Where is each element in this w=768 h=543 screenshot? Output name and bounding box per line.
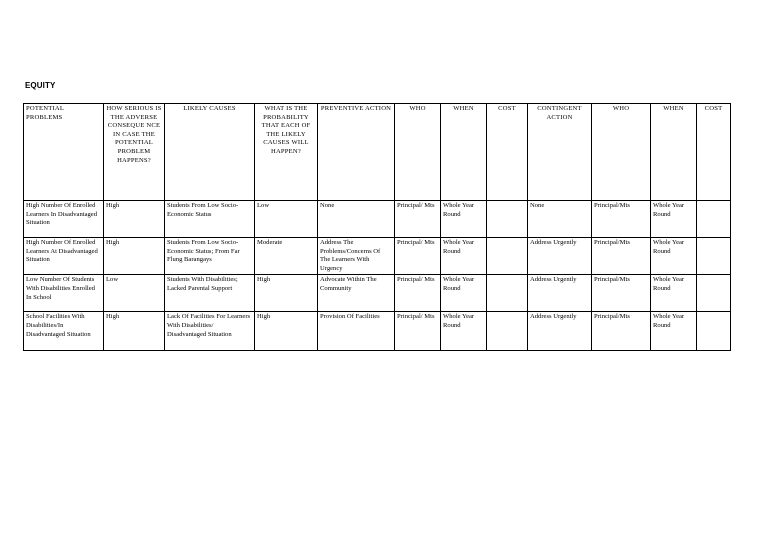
cell-probability: Moderate bbox=[255, 238, 318, 275]
cell-causes: Students From Low Socio-Economic Status bbox=[165, 201, 255, 238]
header-when: WHEN bbox=[441, 104, 487, 201]
cell-problem: Low Number Of Students With Disabilities Enrolled In School bbox=[24, 275, 104, 312]
header-potential-problems: POTENTIAL PROBLEMS bbox=[24, 104, 104, 201]
cell-cost bbox=[487, 238, 528, 275]
cell-probability: High bbox=[255, 275, 318, 312]
header-contingent-who: WHO bbox=[592, 104, 651, 201]
cell-cost bbox=[487, 201, 528, 238]
table-row bbox=[24, 275, 731, 312]
table-row bbox=[24, 312, 731, 351]
table-header-row bbox=[24, 104, 731, 201]
cell-contingent-when: Whole Year Round bbox=[651, 201, 697, 238]
header-who: WHO bbox=[395, 104, 441, 201]
cell-who: Principal/ Mts bbox=[395, 312, 441, 351]
cell-causes: Lack Of Facilities For Learners With Disabilities/ Disadvantaged Situation bbox=[165, 312, 255, 351]
table-row bbox=[24, 201, 731, 238]
cell-preventive-action: Advocate Within The Community bbox=[318, 275, 395, 312]
cell-preventive-action: Provision Of Facilities bbox=[318, 312, 395, 351]
header-contingent-cost: COST bbox=[697, 104, 731, 201]
cell-contingent-when: Whole Year Round bbox=[651, 238, 697, 275]
cell-when: Whole Year Round bbox=[441, 201, 487, 238]
cell-who: Principal/ Mts bbox=[395, 275, 441, 312]
header-seriousness: HOW SERIOUS IS THE ADVERSE CONSEQUE NCE IN CASE THE POTENTIAL PROBLEM HAPPENS? bbox=[104, 104, 165, 201]
cell-contingent-when: Whole Year Round bbox=[651, 312, 697, 351]
cell-contingent-action: Address Urgently bbox=[528, 238, 592, 275]
cell-when: Whole Year Round bbox=[441, 312, 487, 351]
header-preventive-action: PREVENTIVE ACTION bbox=[318, 104, 395, 201]
cell-contingent-who: Principal/Mts bbox=[592, 238, 651, 275]
cell-contingent-cost bbox=[697, 201, 731, 238]
cell-contingent-cost bbox=[697, 238, 731, 275]
header-probability: WHAT IS THE PROBABILITY THAT EACH OF THE LIKELY CAUSES WILL HAPPEN? bbox=[255, 104, 318, 201]
cell-contingent-who: Principal/Mts bbox=[592, 275, 651, 312]
cell-probability: Low bbox=[255, 201, 318, 238]
table-row bbox=[24, 238, 731, 275]
cell-contingent-when: Whole Year Round bbox=[651, 275, 697, 312]
cell-problem: High Number Of Enrolled Learners In Disadvantaged Situation bbox=[24, 201, 104, 238]
header-cost: COST bbox=[487, 104, 528, 201]
cell-contingent-action: Address Urgently bbox=[528, 312, 592, 351]
cell-when: Whole Year Round bbox=[441, 275, 487, 312]
cell-seriousness: High bbox=[104, 312, 165, 351]
cell-contingent-cost bbox=[697, 275, 731, 312]
cell-probability: High bbox=[255, 312, 318, 351]
cell-causes: Students With Disabilities; Lacked Parental Support bbox=[165, 275, 255, 312]
cell-contingent-cost bbox=[697, 312, 731, 351]
risk-management-table bbox=[23, 103, 731, 351]
cell-contingent-action: None bbox=[528, 201, 592, 238]
cell-problem: High Number Of Enrolled Learners At Disadvantaged Situation bbox=[24, 238, 104, 275]
cell-contingent-who: Principal/Mts bbox=[592, 201, 651, 238]
cell-preventive-action: Address The Problems/Concerns Of The Learners With Urgency bbox=[318, 238, 395, 275]
cell-problem: School Facilities With Disabilities/In Disadvantaged Situation bbox=[24, 312, 104, 351]
cell-who: Principal/ Mts bbox=[395, 238, 441, 275]
cell-cost bbox=[487, 275, 528, 312]
cell-preventive-action: None bbox=[318, 201, 395, 238]
header-likely-causes: LIKELY CAUSES bbox=[165, 104, 255, 201]
cell-who: Principal/ Mts bbox=[395, 201, 441, 238]
cell-seriousness: Low bbox=[104, 275, 165, 312]
cell-cost bbox=[487, 312, 528, 351]
cell-causes: Students From Low Socio-Economic Status; From Far Flung Barangays bbox=[165, 238, 255, 275]
cell-contingent-action: Address Urgently bbox=[528, 275, 592, 312]
cell-seriousness: High bbox=[104, 201, 165, 238]
page-title: EQUITY bbox=[25, 81, 56, 90]
header-contingent-action: CONTINGENT ACTION bbox=[528, 104, 592, 201]
header-contingent-when: WHEN bbox=[651, 104, 697, 201]
cell-contingent-who: Principal/Mts bbox=[592, 312, 651, 351]
cell-seriousness: High bbox=[104, 238, 165, 275]
cell-when: Whole Year Round bbox=[441, 238, 487, 275]
